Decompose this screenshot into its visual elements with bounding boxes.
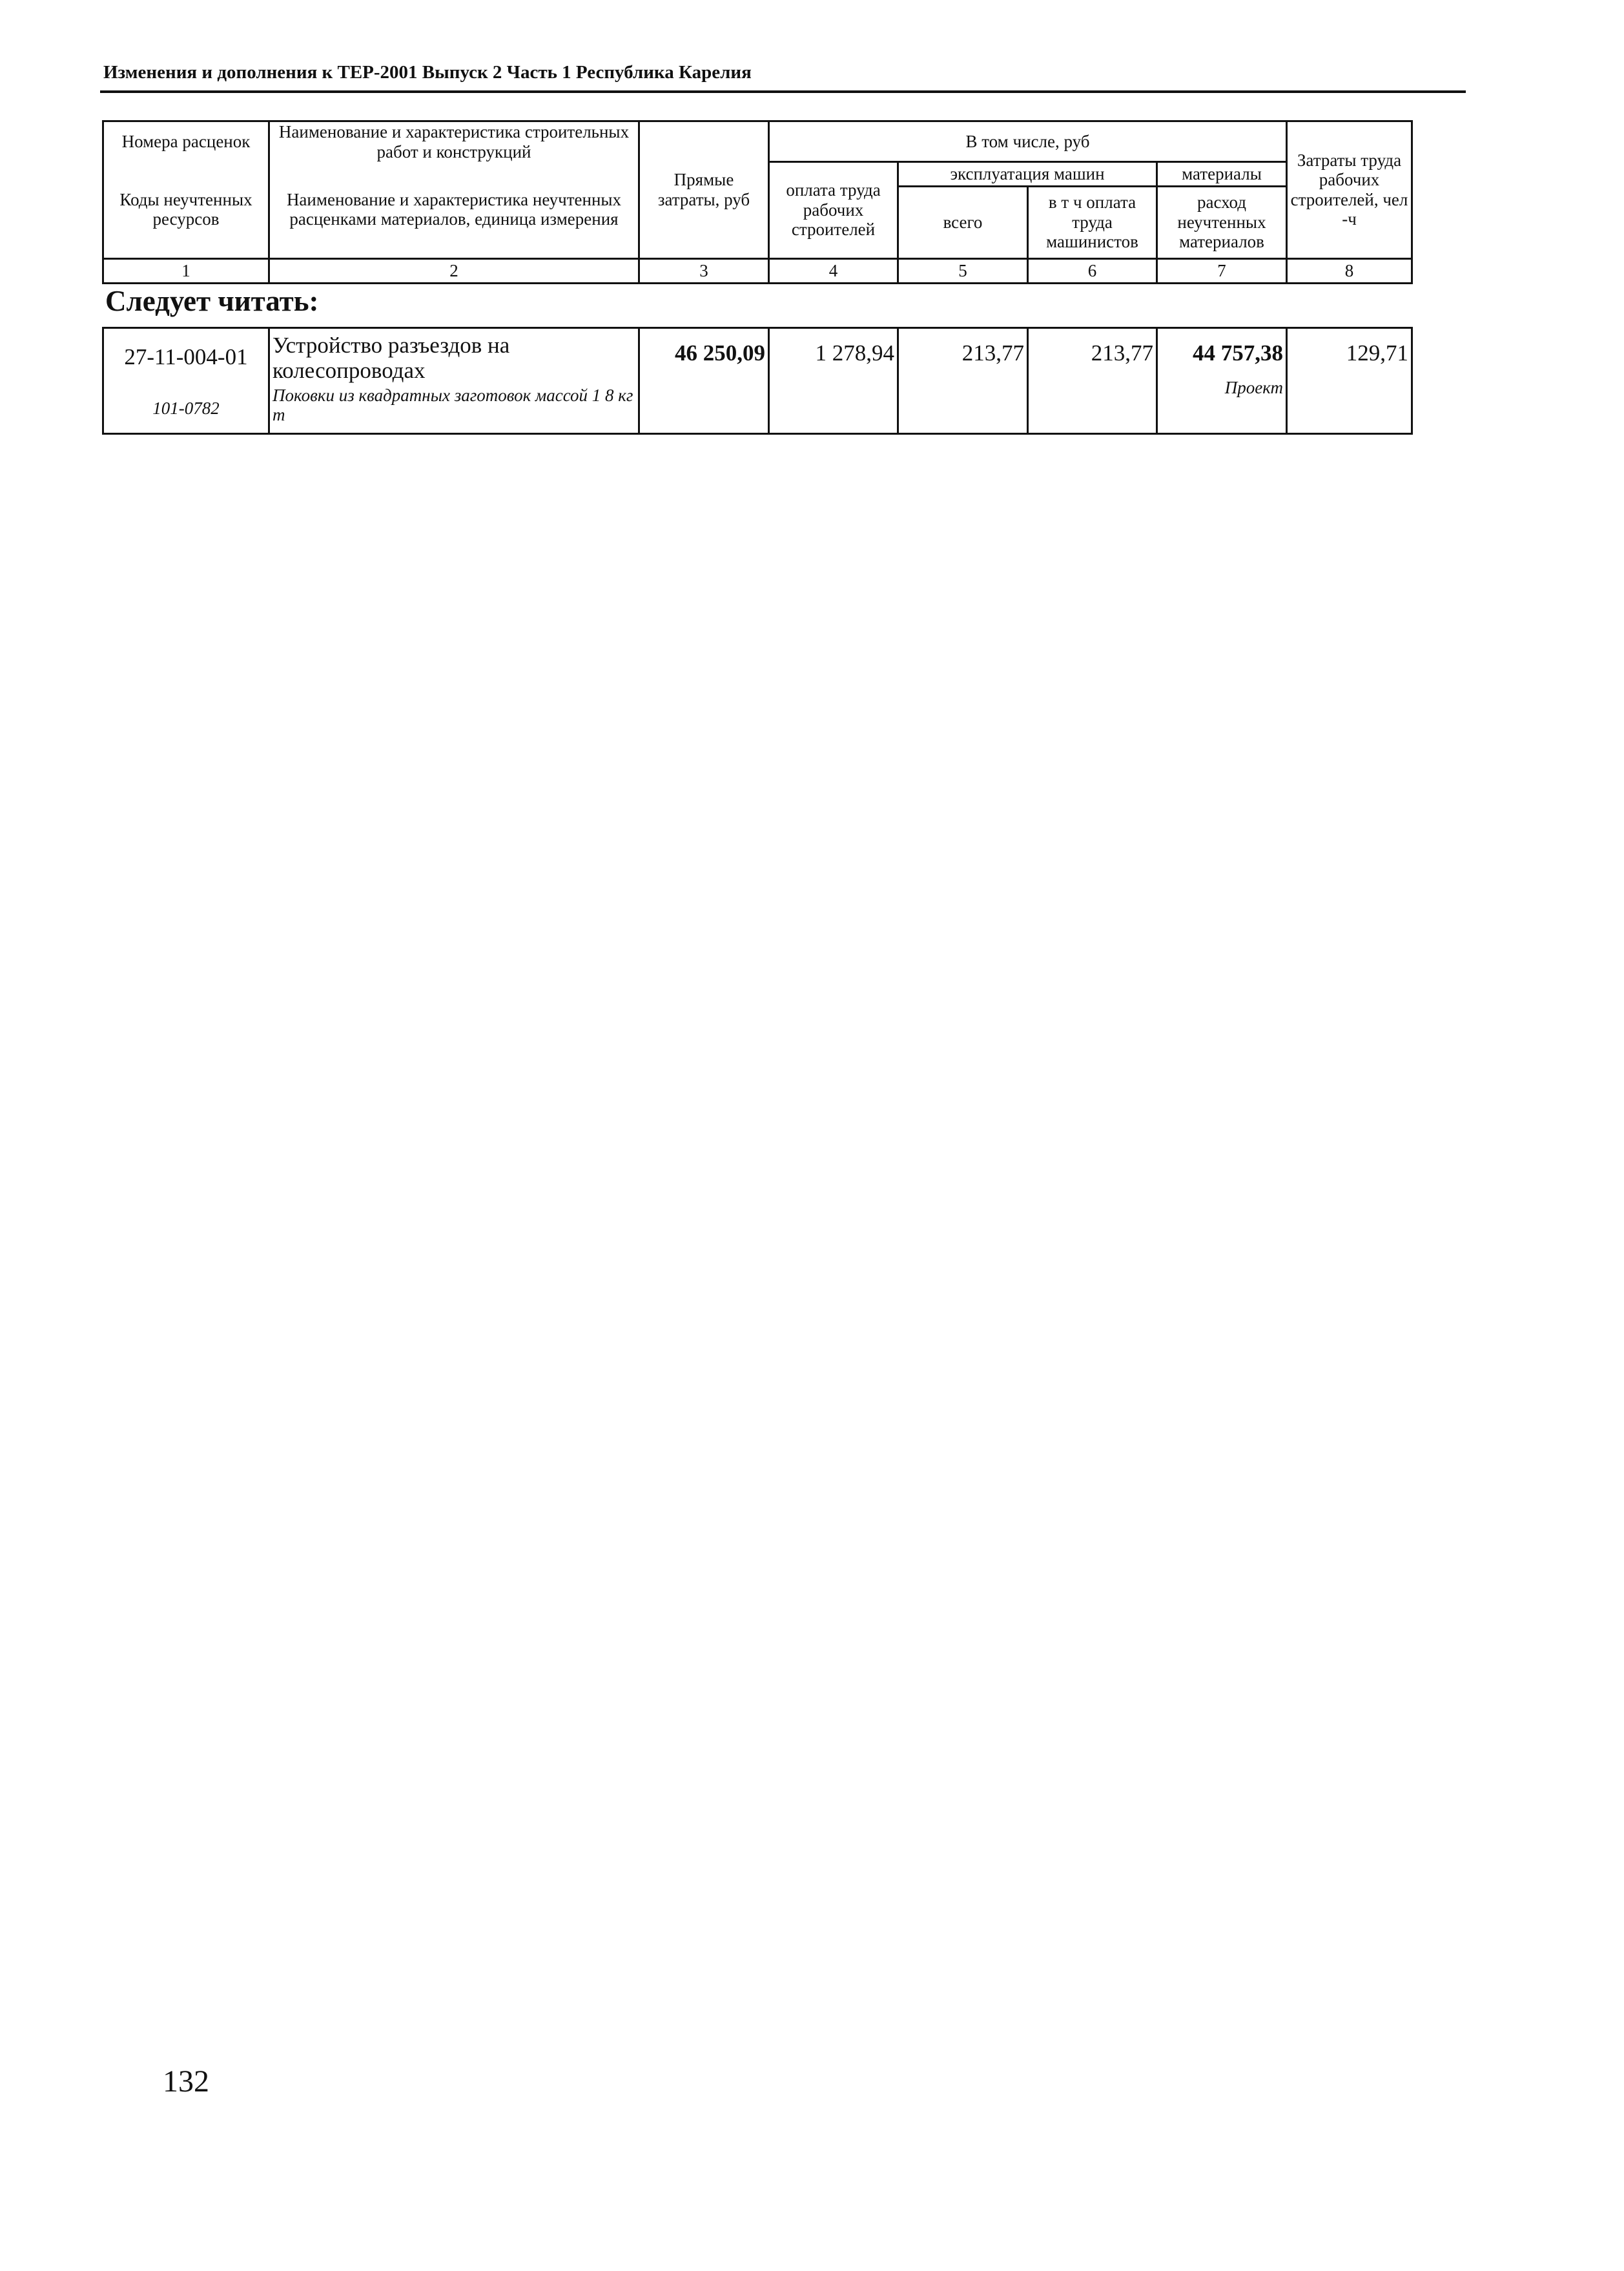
resource-note: Проект: [1224, 377, 1283, 397]
col2-bottom-header: Наименование и характеристика неучтенных расценками материалов, единица измерения: [269, 161, 639, 258]
materials-cell: [1157, 328, 1287, 434]
direct-costs: 46 250,09: [639, 328, 769, 434]
materials-value: 44 757,38: [1193, 340, 1283, 366]
labor-costs: 129,71: [1287, 328, 1412, 434]
rate-code: 27-11-004-01: [124, 344, 248, 369]
col4-header: оплата труда рабочих строителей: [769, 161, 898, 258]
machines-total: 213,77: [898, 328, 1028, 434]
machinists-wages: 213,77: [1028, 328, 1157, 434]
table-header: [102, 120, 1413, 284]
col-number: 1: [103, 258, 269, 283]
work-name: Устройство разъездов на колесопроводах: [272, 333, 510, 384]
col-number: 5: [898, 258, 1028, 283]
table-row: [103, 328, 1412, 434]
col-number: 7: [1157, 258, 1287, 283]
wages: 1 278,94: [769, 328, 898, 434]
resource-name: Поковки из квадратных заготовок массой 1 8 кг т: [272, 386, 633, 425]
col1-top-header: Номера расценок: [103, 121, 269, 162]
section-title: Следует читать:: [105, 285, 319, 317]
col1-bottom-header: Коды неучтенных ресурсов: [103, 161, 269, 258]
col7-header: расход неучтенных материалов: [1157, 186, 1287, 258]
col-number: 3: [639, 258, 769, 283]
col8-header: Затраты труда рабочих строителей, чел -ч: [1287, 121, 1412, 259]
header-rule: [100, 90, 1466, 93]
machines-header: эксплуатация машин: [898, 161, 1157, 186]
data-table: [102, 327, 1413, 435]
col5-header: всего: [898, 186, 1028, 258]
col-number: 4: [769, 258, 898, 283]
col-number: 8: [1287, 258, 1412, 283]
page-number: 132: [163, 2064, 209, 2099]
col3-header: Прямые затраты, руб: [639, 121, 769, 259]
name-cell: [269, 328, 639, 434]
code-cell: [103, 328, 269, 434]
document-header: Изменения и дополнения к ТЕР-2001 Выпуск 2 Часть 1 Республика Карелия: [103, 62, 752, 83]
col-number: 2: [269, 258, 639, 283]
col2-top-header: Наименование и характеристика строительных работ и конструкций: [269, 121, 639, 162]
group-header: В том числе, руб: [769, 121, 1287, 162]
col6-header: в т ч оплата труда машинистов: [1028, 186, 1157, 258]
materials-header: материалы: [1157, 161, 1287, 186]
resource-code: 101-0782: [152, 399, 220, 418]
col-number: 6: [1028, 258, 1157, 283]
